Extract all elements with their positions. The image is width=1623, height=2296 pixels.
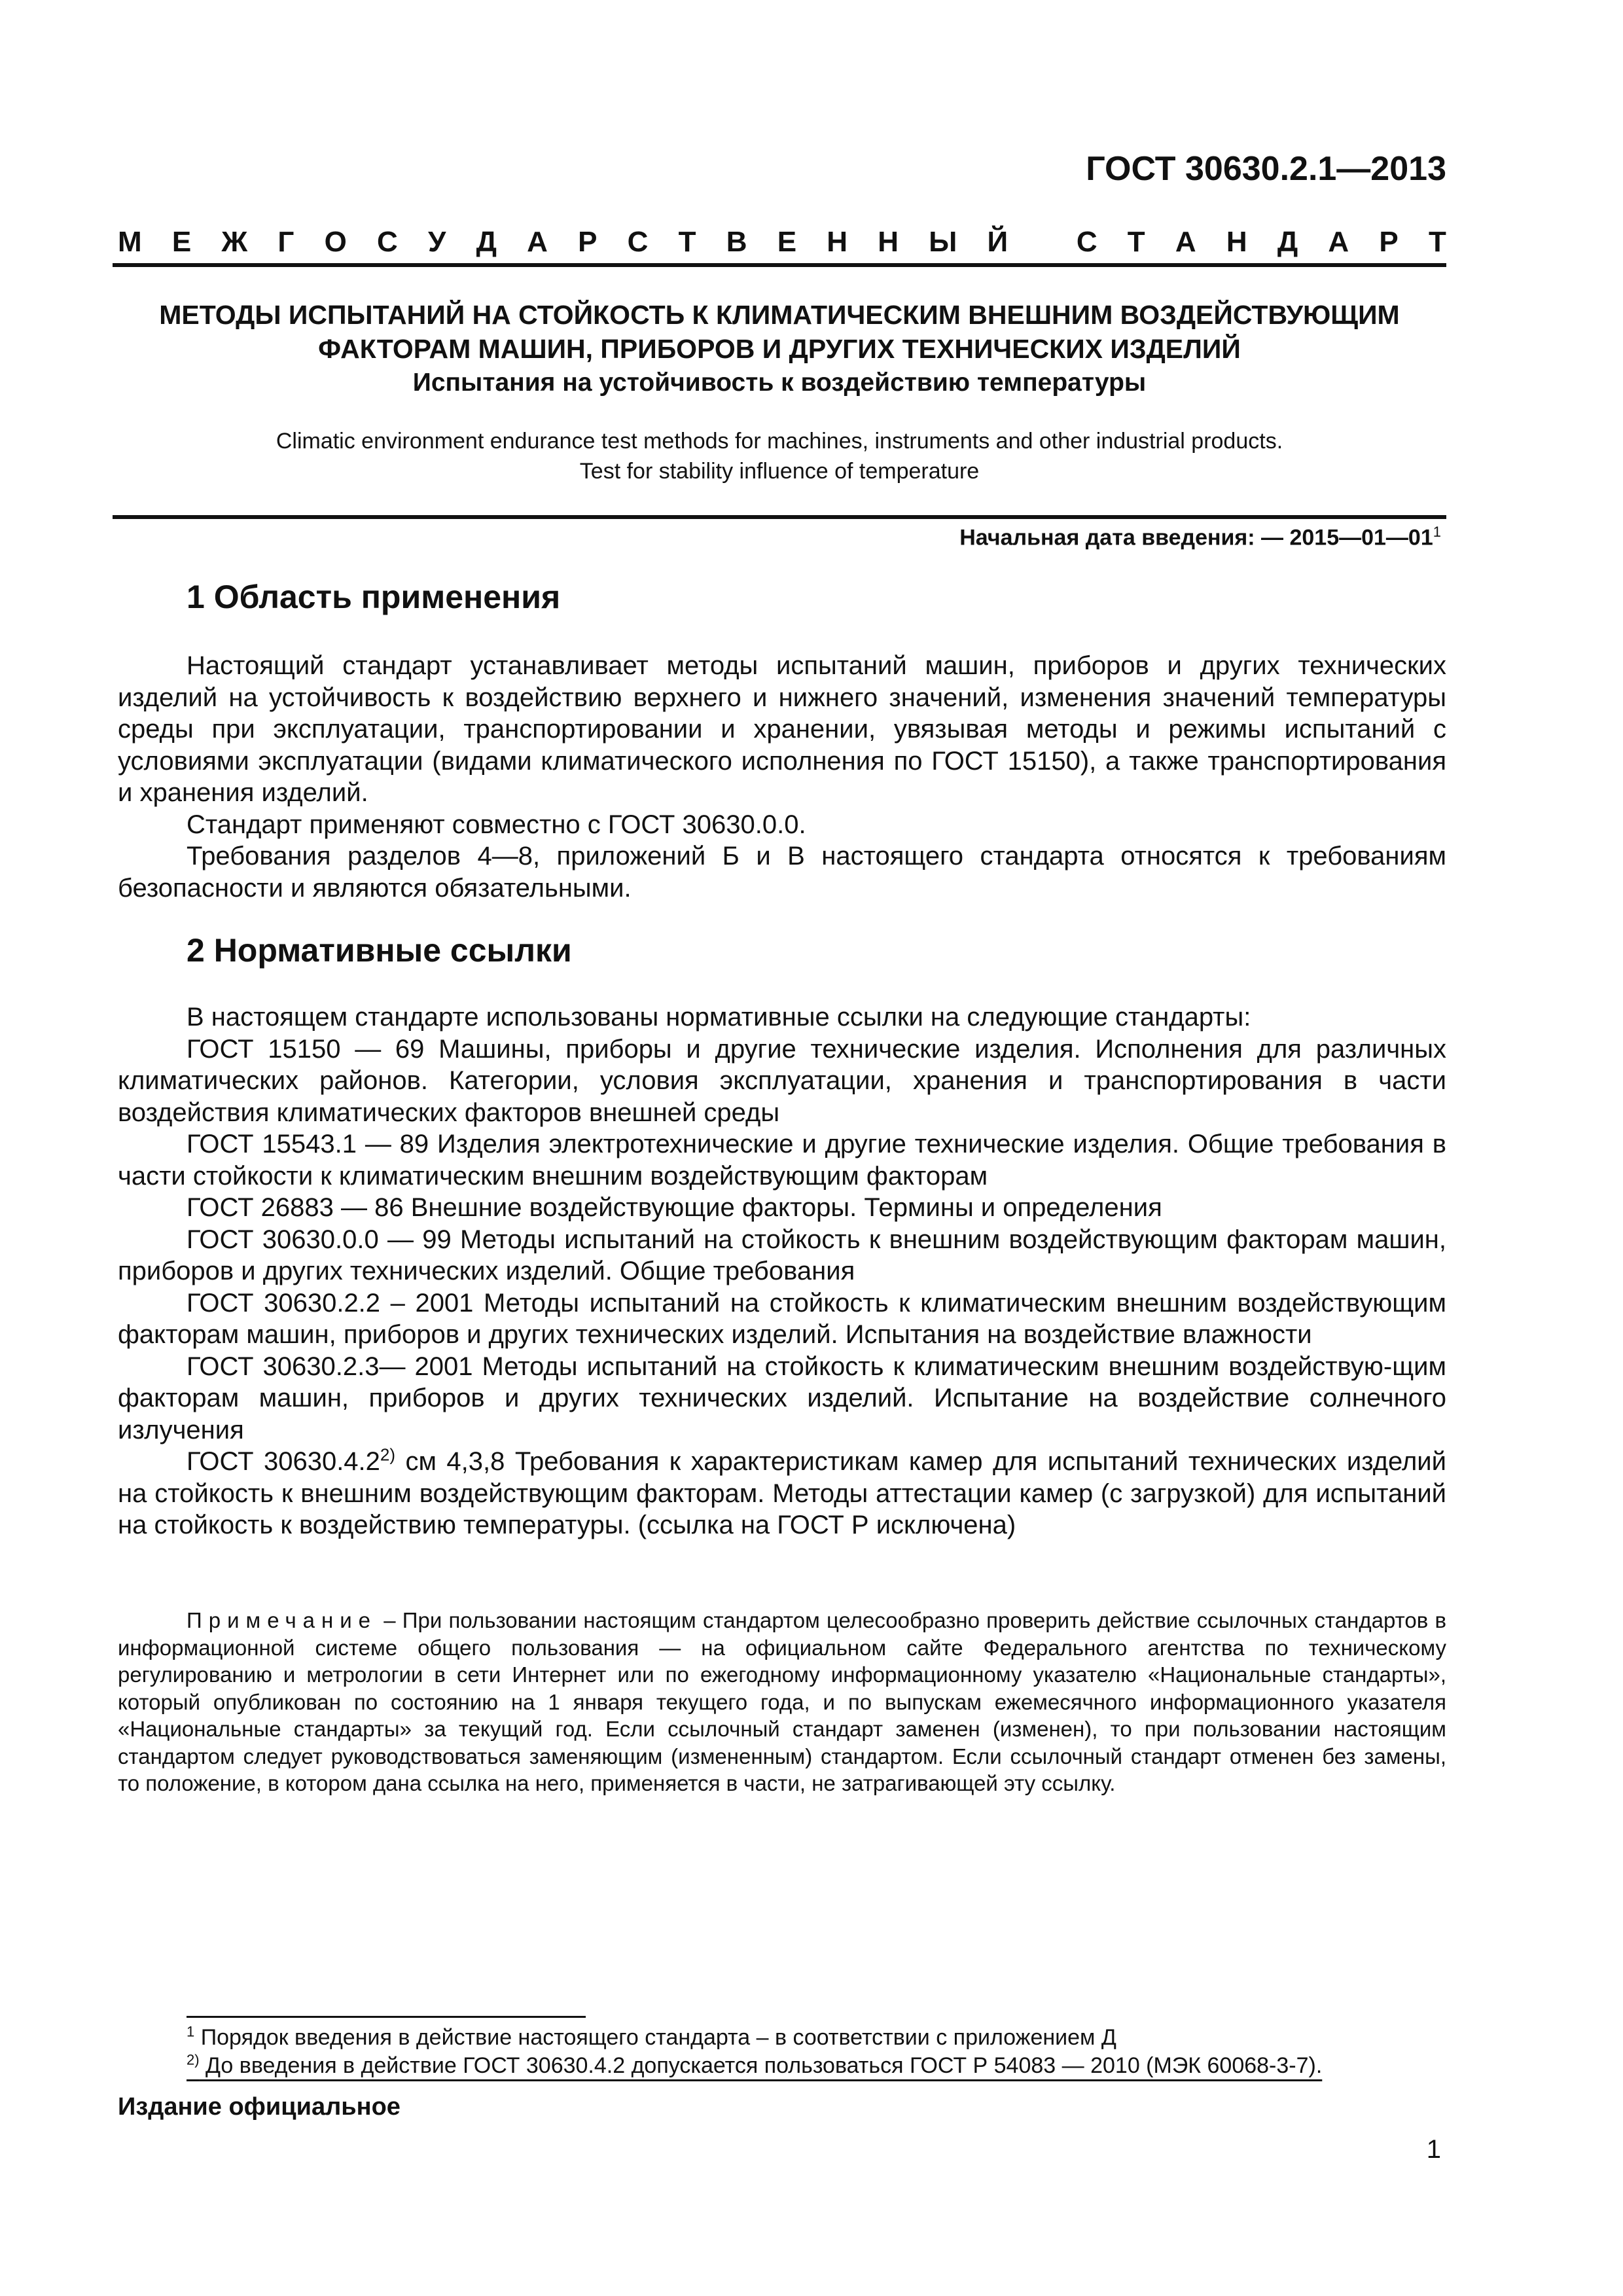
title-rule (113, 515, 1446, 519)
reference-item: ГОСТ 30630.2.2 – 2001 Методы испытаний на стойкость к климатическим внешним воздействующим факторам машин, приборов и других технических изделий. Испытания на воздействие влажности (118, 1288, 1446, 1349)
section-2-body (118, 1001, 1446, 1541)
banner-letter: С (377, 226, 398, 258)
interstate-standard-banner (118, 226, 1446, 259)
reference-prefix: ГОСТ 30630.4.2 (187, 1447, 380, 1476)
banner-letter: У (427, 226, 446, 258)
reference-footnote-mark: 2) (380, 1444, 396, 1465)
footnote-2 (187, 2052, 1450, 2080)
banner-letter: Г (277, 226, 294, 258)
banner-letter: О (324, 226, 347, 258)
reference-item: ГОСТ 30630.2.3— 2001 Методы испытаний на стойкость к климатическим внешним воздействую-щим факторам машин, приборов и других технических изделий. Испытание на воздействие солнечного излучения (118, 1352, 1446, 1444)
footnote-1 (187, 2024, 1450, 2052)
footnote-mark: 2) (187, 2051, 200, 2068)
reference-rest: см 4,3,8 Требования к характеристикам камер для испытаний технических изделий на стойкость к внешним воздействующим факторам. Методы аттестации камер (с загрузкой) для испытаний на стойкость к воздействию температуры. (ссылка на ГОСТ Р исключена) (118, 1447, 1446, 1539)
reference-item (118, 1446, 1446, 1541)
title-english-line-1: Climatic environment endurance test methods for machines, instruments and other industrial products. (276, 429, 1283, 454)
banner-letter: Н (878, 226, 899, 258)
footnote-text: Порядок введения в действие настоящего стандарта – в соответствии с приложением Д (194, 2025, 1116, 2050)
banner-letter: Т (1127, 226, 1145, 258)
banner-letter: А (1175, 226, 1196, 258)
footnote-mark: 1 (187, 2023, 195, 2040)
note-text: – При пользовании настоящим стандартом целесообразно проверить действие ссылочных стандартов в информационной системе общего пользования — на официальном сайте Федерального агентства по техническому регулированию и метрологии в сети Интернет или по ежегодному информационному указателю «Национальные стандарты», который опубликован по состоянию на 1 января текущего года, и по выпускам ежемесячного информационного указателя «Национальные стандарты» за текущий год. Если ссылочный стандарт заменен (изменен), то при пользовании настоящим стандартом следует руководствоваться заменяющим (измененным) стандартом. Если ссылочный стандарт отменен без замены, то положение, в котором дана ссылка на него, применяется в части, не затрагивающей эту ссылку. (118, 1608, 1446, 1795)
banner-letter: Р (578, 226, 597, 258)
banner-letter: Н (827, 226, 848, 258)
section-2-heading: 2 Нормативные ссылки (187, 932, 572, 969)
title-block (113, 298, 1446, 486)
introduction-date (959, 524, 1441, 550)
banner-letter: М (118, 226, 142, 258)
header-rule (113, 263, 1446, 267)
footnotes (187, 2024, 1450, 2080)
banner-letter: Т (678, 226, 696, 258)
reference-item: ГОСТ 26883 — 86 Внешние воздействующие факторы. Термины и определения (187, 1193, 1162, 1222)
banner-letter: А (527, 226, 548, 258)
edition-label: Издание официальное (118, 2093, 401, 2121)
section-1-body (118, 650, 1446, 904)
banner-letter: Д (476, 226, 497, 258)
footnote-rule (187, 2016, 586, 2018)
introduction-date-text: Начальная дата введения: — 2015—01—01 (959, 525, 1433, 550)
banner-letter: Р (1379, 226, 1399, 258)
title-english-line-2: Test for stability influence of temperature (579, 459, 980, 484)
banner-letter: А (1328, 226, 1349, 258)
banner-letter: В (726, 226, 747, 258)
section-1-heading: 1 Область применения (187, 579, 561, 615)
banner-letter: Е (171, 226, 192, 258)
banner-letter: С (627, 226, 649, 258)
banner-letter: Н (1226, 226, 1247, 258)
footnote-text: До введения в действие ГОСТ 30630.4.2 допускается пользоваться ГОСТ Р 54083 — 2010 (МЭК 60068-3-7). (199, 2053, 1323, 2078)
banner-letter: Т (1428, 226, 1446, 258)
banner-letter: Е (777, 226, 797, 258)
note-block (118, 1607, 1446, 1797)
document-number: ГОСТ 30630.2.1—2013 (1086, 150, 1446, 188)
title-line-1: МЕТОДЫ ИСПЫТАНИЙ НА СТОЙКОСТЬ К КЛИМАТИЧЕСКИМ ВНЕШНИМ ВОЗДЕЙСТВУЮЩИМ (159, 300, 1400, 330)
page-number: 1 (1426, 2135, 1441, 2164)
banner-letter: С (1076, 226, 1097, 258)
title-line-2: ФАКТОРАМ МАШИН, ПРИБОРОВ И ДРУГИХ ТЕХНИЧЕСКИХ ИЗДЕЛИЙ (318, 334, 1241, 364)
section-1-paragraph: Требования разделов 4—8, приложений Б и В настоящего стандарта относятся к требованиям безопасности и являются обязательными. (118, 842, 1446, 903)
title-english (113, 426, 1446, 486)
section-1-paragraph: Стандарт применяют совместно с ГОСТ 30630.0.0. (187, 810, 806, 839)
title-subtitle: Испытания на устойчивость к воздействию температуры (412, 368, 1147, 397)
reference-item: ГОСТ 15150 — 69 Машины, приборы и другие технические изделия. Исполнения для различных климатических районов. Категории, условия эксплуатации, хранения и транспортирования в части воздействия климатических факторов внешней среды (118, 1034, 1446, 1127)
note-label: Примечание (187, 1608, 378, 1632)
reference-item: ГОСТ 15543.1 — 89 Изделия электротехнические и другие технические изделия. Общие требования в части стойкости к климатическим внешним воздействующим факторам (118, 1130, 1446, 1191)
banner-letter: Й (987, 226, 1008, 258)
section-1-paragraph: Настоящий стандарт устанавливает методы испытаний машин, приборов и других технических изделий на устойчивость к воздействию верхнего и нижнего значений, изменения значений температуры среды при эксплуатации, транспортировании и хранении, увязывая методы и режимы испытаний с условиями эксплуатации (видами климатического исполнения по ГОСТ 15150), а также транспортирования и хранения изделий. (118, 651, 1446, 807)
references-lead: В настоящем стандарте использованы нормативные ссылки на следующие стандарты: (187, 1003, 1251, 1031)
reference-item: ГОСТ 30630.0.0 — 99 Методы испытаний на стойкость к внешним воздействующим факторам машин, приборов и других технических изделий. Общие требования (118, 1225, 1446, 1285)
banner-letter: Ы (929, 226, 957, 258)
banner-word-gap (1038, 226, 1046, 259)
introduction-date-footnote-mark: 1 (1433, 524, 1441, 540)
banner-letter: Д (1277, 226, 1298, 258)
banner-letter: Ж (221, 226, 248, 258)
